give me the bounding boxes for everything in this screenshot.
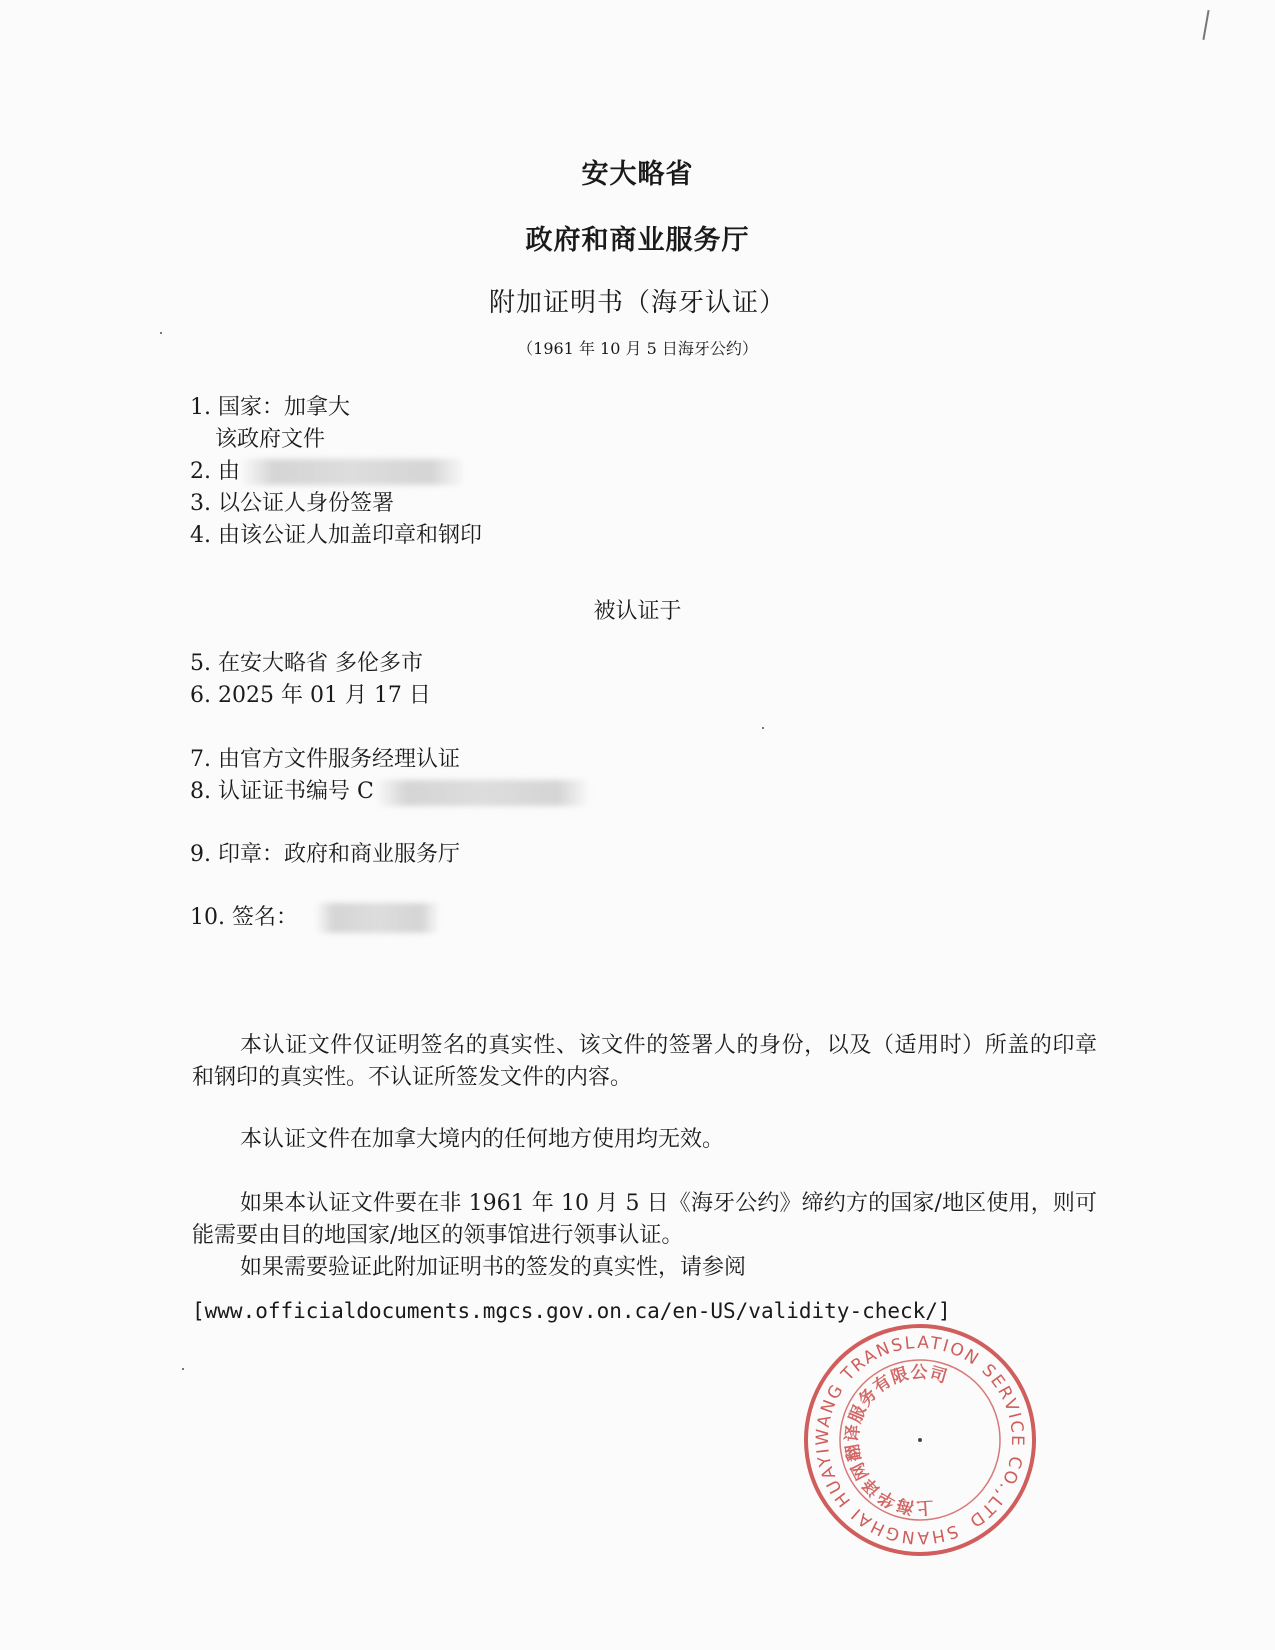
svg-text:上海华译网翻译服务有限公司: 上海华译网翻译服务有限公司 xyxy=(842,1362,951,1518)
item-seal: 9. 印章：政府和商业服务厅 xyxy=(190,842,460,867)
pen-mark xyxy=(1202,10,1209,40)
item-place: 5. 在安大略省 多伦多市 xyxy=(190,651,423,676)
validity-check-link[interactable]: [www.officialdocuments.mgcs.gov.on.ca/en-US/validity-check/] xyxy=(192,1299,951,1323)
redacted-signature xyxy=(315,903,440,933)
redacted-certificate-number xyxy=(375,780,590,806)
scan-speck xyxy=(160,332,162,334)
company-seal xyxy=(800,1320,1040,1560)
item-country: 1. 国家：加拿大 xyxy=(190,395,350,420)
scan-speck xyxy=(762,727,764,729)
seal-graphic xyxy=(800,1320,1040,1560)
paragraph-validity-canada: 本认证文件在加拿大境内的任何地方使用均无效。 xyxy=(240,1127,725,1152)
province-heading: 安大略省 xyxy=(581,159,694,190)
certified-heading: 被认证于 xyxy=(593,599,682,624)
redacted-signer xyxy=(240,459,465,485)
item-certified-by: 7. 由官方文件服务经理认证 xyxy=(190,747,460,772)
item-capacity: 3. 以公证人身份签署 xyxy=(190,491,394,516)
item-signed-by: 2. 由 xyxy=(190,459,240,484)
paragraph-verify: 如果需要验证此附加证明书的签发的真实性，请参阅 xyxy=(240,1255,747,1280)
convention-subtitle: （1961 年 10 月 5 日海牙公约） xyxy=(517,339,758,358)
certificate-title: 附加证明书（海牙认证） xyxy=(488,288,786,318)
item-signature: 10. 签名： xyxy=(190,905,298,930)
svg-text:SHANGHAI HUAYIWANG TRANSLATION: SHANGHAI HUAYIWANG TRANSLATION SERVICE CO.,LTD xyxy=(812,1332,1028,1548)
ministry-heading: 政府和商业服务厅 xyxy=(525,225,750,256)
item-seal-stamp: 4. 由该公证人加盖印章和钢印 xyxy=(190,523,482,548)
scan-speck xyxy=(182,1368,184,1370)
paragraph-consular: 如果本认证文件要在非 1961 年 10 月 5 日《海牙公约》缔约方的国家/地区使用，则可能需要由目的地国家/地区的领事馆进行领事认证。 xyxy=(192,1191,1097,1248)
item-date: 6. 2025 年 01 月 17 日 xyxy=(190,683,431,708)
paragraph-authenticity: 本认证文件仅证明签名的真实性、该文件的签署人的身份，以及（适用时）所盖的印章和钢印的真实性。不认证所签发文件的内容。 xyxy=(192,1033,1097,1090)
item-certificate-number: 8. 认证证书编号 C xyxy=(190,779,374,804)
item-document-type: 该政府文件 xyxy=(215,427,326,452)
